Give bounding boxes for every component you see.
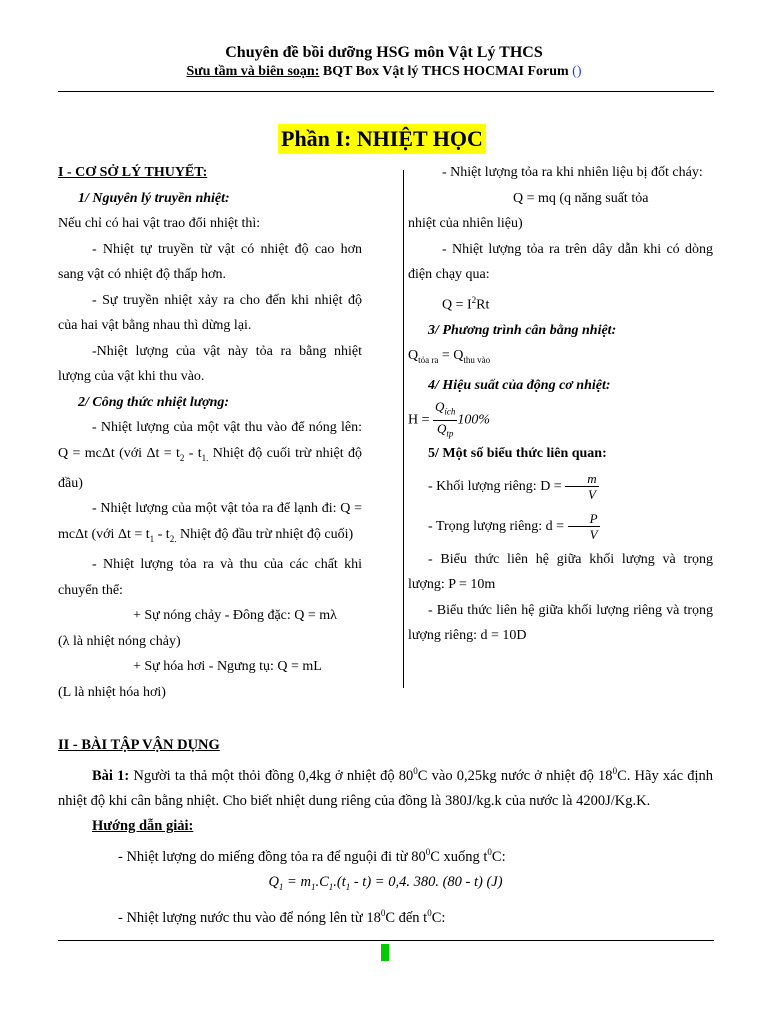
subtitle-author: BQT Box Vật lý THCS HOCMAI Forum [319, 64, 573, 79]
subtitle-link[interactable]: () [572, 64, 582, 79]
section-exercises: II - BÀI TẬP VẬN DỤNG [58, 737, 220, 753]
right-column [408, 160, 713, 649]
heading-heat-formula: 2/ Công thức nhiệt lượng: [78, 394, 230, 410]
paragraph: - Biểu thức liên hệ giữa khối lượng và trọng lượng: P = 10m [408, 551, 713, 593]
section-theory: I - CƠ SỞ LÝ THUYẾT: [58, 165, 208, 180]
paragraph: - Nhiệt tự truyền từ vật có nhiệt độ cao hơn sang vật có nhiệt độ thấp hơn. [58, 241, 362, 282]
paragraph: -Nhiệt lượng của vật này tỏa ra bằng nhiệt lượng của vật khi thu vào. [58, 343, 362, 384]
formula-q1: $Q_1 = m_1.C_1.(t_1 - t) = 0,4$. 380. (80 - t) (J) [268, 874, 503, 893]
left-column [58, 160, 362, 705]
paragraph: Q = mq (q năng suất tỏa [513, 190, 649, 206]
heading-heat-transfer: 1/ Nguyên lý truyền nhiệt: [78, 190, 230, 206]
exercise-1: Bài 1: Người ta thả một thỏi đồng 0,4kg ở nhiệt độ $80^0C$ vào 0,25kg nước ở nhiệt độ $18^0C$. Hãy xác định nhiệt độ khi cân bằng nhiệt. Cho biết nhiệt dung riêng của đồng là 380J/kg.k của nước là 4200J/Kg.K. [58, 765, 714, 809]
document-title: Chuyên đề bồi dưỡng HSG môn Vật Lý THCS [225, 44, 543, 61]
paragraph: - Nhiệt lượng do miếng đồng tỏa ra để nguội đi từ $80^0C$ xuống $t^0C$: [118, 846, 506, 865]
subtitle-label: Sưu tầm và biên soạn: [186, 64, 320, 79]
heading-efficiency: 4/ Hiệu suất của động cơ nhiệt: [428, 378, 611, 394]
exercises-section [58, 733, 713, 931]
guide-heading: Hướng dẫn giải: [92, 818, 194, 835]
paragraph: - Nhiệt lượng tỏa ra trên dây dẫn khi có dòng điện chạy qua: [408, 241, 713, 282]
column-divider [403, 170, 404, 688]
paragraph: - Nhiệt lượng tỏa ra và thu của các chất khi chuyển thể: [58, 557, 362, 598]
paragraph: - Nhiệt lượng của một vật thu vào để nóng lên: Q = mcΔt (với $\Delta t = t_2 - t_{1.}$ Nhiệt độ cuối trừ nhiệt độ đầu) [58, 420, 362, 491]
paragraph: + Sự hóa hơi - Ngưng tụ: Q = mL [133, 659, 322, 675]
paragraph: (λ là nhiệt nóng chảy) [58, 633, 181, 649]
formula-efficiency: H = $\frac{Q_{ích}}{Q_{tp}}$ 100% [408, 398, 491, 439]
formula-balance: $Q_{tỏa ra} = Q_{thu vào}$ [408, 348, 491, 365]
page-marker [381, 944, 389, 961]
paragraph: - Nhiệt lượng tỏa ra khi nhiên liệu bị đốt cháy: [442, 165, 703, 180]
paragraph: (L là nhiệt hóa hơi) [58, 684, 166, 700]
header-rule [58, 91, 714, 92]
paragraph: - Nhiệt lượng nước thu vào để nóng lên từ $18^0C$ đến $t^0C$: [118, 907, 446, 926]
paragraph: Nếu chỉ có hai vật trao đổi nhiệt thì: [58, 216, 261, 231]
footer-rule [58, 940, 714, 941]
paragraph: nhiệt của nhiên liệu) [408, 216, 523, 231]
part-title: Phần I: NHIỆT HỌC [278, 124, 486, 154]
paragraph: + Sự nóng chảy - Đông đặc: Q = mλ [133, 608, 337, 624]
formula-density: - Khối lượng riêng: D = $\frac{m}{V}$ [428, 470, 597, 502]
paragraph: - Nhiệt lượng của một vật tỏa ra để lạnh đi: Q = mcΔt (với $\Delta t = t_1 - t_{2.}$ Nhiệt độ đầu trừ nhiệt độ cuối) [58, 501, 362, 544]
paragraph: - Biểu thức liên hệ giữa khối lượng riêng và trọng lượng riêng: d = 10D [408, 602, 713, 644]
formula-specific-weight: - Trọng lượng riêng: d = $\frac{P}{V}$ [428, 510, 598, 542]
document-subtitle [0, 64, 768, 80]
heading-heat-balance: 3/ Phương trình cân bằng nhiệt: [428, 322, 617, 338]
paragraph: - Sự truyền nhiệt xảy ra cho đến khi nhiệt độ của hai vật bằng nhau thì dừng lại. [58, 292, 362, 333]
heading-related: 5/ Một số biểu thức liên quan: [428, 446, 607, 462]
formula-joule: $Q = I^2Rt$ [442, 294, 490, 313]
